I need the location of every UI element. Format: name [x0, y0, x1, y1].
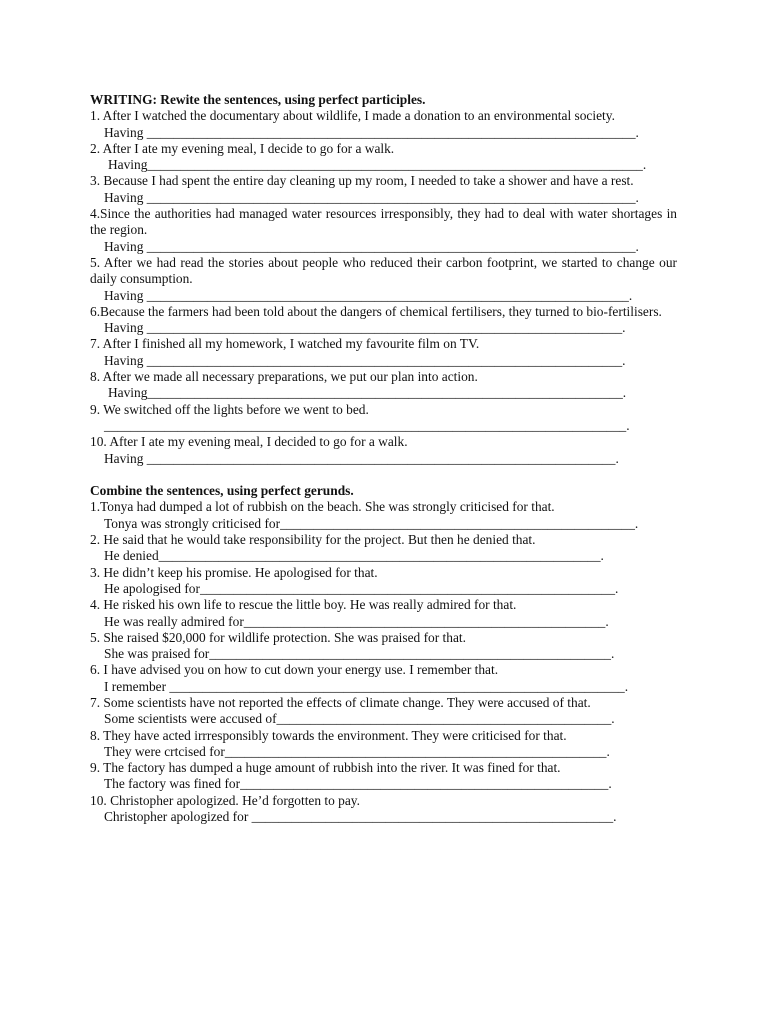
answer-line: Having__________________________________________________________________________. [108, 157, 647, 173]
section1-heading: WRITING: Rewite the sentences, using perfect participles. [90, 92, 426, 107]
worksheet [90, 92, 677, 825]
gerund-item-2 [90, 532, 677, 565]
answer-line: Having _________________________________________________________________________. [104, 124, 639, 140]
gerund-item-6 [90, 662, 677, 695]
question-text: 2. He said that he would take responsibility for the project. But then he denied that. [90, 532, 536, 548]
exercise-item-10 [90, 434, 677, 467]
answer-line: She was praised for____________________________________________________________. [104, 646, 615, 662]
answer-line: He denied__________________________________________________________________. [104, 548, 604, 564]
answer-line: Having _________________________________________________________________________. [104, 238, 639, 254]
exercise-item-3 [90, 173, 677, 206]
answer-line: He was really admired for______________________________________________________. [104, 613, 609, 629]
question-text: 3. He didn’t keep his promise. He apologised for that. [90, 564, 378, 580]
gerund-item-9 [90, 760, 677, 793]
question-text: 2. After I ate my evening meal, I decide to go for a walk. [90, 140, 395, 156]
answer-line: They were crtcised for_________________________________________________________. [104, 743, 610, 759]
gerund-item-7 [90, 695, 677, 728]
exercise-item-7 [90, 336, 677, 369]
question-text: 5. She raised $20,000 for wildlife protection. She was praised for that. [90, 629, 466, 645]
section2-heading: Combine the sentences, using perfect gerunds. [90, 483, 354, 499]
question-text: 9. The factory has dumped a huge amount of rubbish into the river. It was fined for that. [90, 760, 561, 776]
gerund-item-3 [90, 565, 677, 598]
question-text: 1. After I watched the documentary about wildlife, I made a donation to an environmental society. [90, 108, 615, 124]
gerund-item-4 [90, 597, 677, 630]
question-text: 7. Some scientists have not reported the effects of climate change. They were accused of that. [90, 694, 591, 710]
answer-line: Having ________________________________________________________________________. [104, 287, 633, 303]
gerund-item-8 [90, 728, 677, 761]
answer-line: Having _______________________________________________________________________. [104, 320, 626, 336]
answer-line: Having ______________________________________________________________________. [104, 450, 619, 466]
gerund-item-5 [90, 630, 677, 663]
question-text: 10. After I ate my evening meal, I decided to go for a walk. [90, 434, 408, 450]
exercise-item-5 [90, 255, 677, 304]
question-text: 9. We switched off the lights before we went to bed. [90, 401, 369, 417]
exercise-item-1 [90, 108, 677, 141]
answer-line: Christopher apologized for ______________________________________________________. [104, 809, 617, 825]
question-text: 4. He risked his own life to rescue the little boy. He was really admired for that. [90, 597, 517, 613]
answer-line: Having _________________________________________________________________________. [104, 189, 639, 205]
question-text: 5. After we had read the stories about people who reduced their carbon footprint, we started to change our daily consumption. [90, 254, 677, 287]
question-text: 3. Because I had spent the entire day cleaning up my room, I needed to take a shower and have a rest. [90, 173, 634, 189]
exercise-item-9 [90, 402, 677, 435]
answer-line: The factory was fined for_______________________________________________________. [104, 776, 612, 792]
gerund-item-1 [90, 499, 677, 532]
question-text: 4.Since the authorities had managed water resources irresponsibly, they had to deal with water shortages in the region. [90, 206, 677, 238]
answer-line: Having _______________________________________________________________________. [104, 352, 626, 368]
question-text: 10. Christopher apologized. He’d forgotten to pay. [90, 792, 360, 808]
question-text: 6. I have advised you on how to cut down your energy use. I remember that. [90, 662, 499, 678]
question-text: 1.Tonya had dumped a lot of rubbish on the beach. She was strongly criticised for that. [90, 499, 555, 515]
question-text: 7. After I finished all my homework, I watched my favourite film on TV. [90, 336, 480, 352]
exercise-item-6 [90, 304, 677, 337]
question-text: 6.Because the farmers had been told about the dangers of chemical fertilisers, they turned to bio-fertilisers. [90, 303, 662, 319]
answer-line: Some scientists were accused of__________________________________________________. [104, 711, 615, 727]
answer-line: ______________________________________________________________________________. [104, 417, 630, 433]
answer-line: Having_______________________________________________________________________. [108, 385, 627, 401]
answer-line: Tonya was strongly criticised for_____________________________________________________. [104, 515, 639, 531]
exercise-item-8 [90, 369, 677, 402]
section-gap [90, 467, 677, 483]
exercise-item-2 [90, 141, 677, 174]
answer-line: I remember ____________________________________________________________________. [104, 678, 629, 694]
gerund-item-10 [90, 793, 677, 826]
question-text: 8. After we made all necessary preparations, we put our plan into action. [90, 369, 478, 385]
question-text: 8. They have acted irrresponsibly towards the environment. They were criticised for that. [90, 727, 567, 743]
answer-line: He apologised for______________________________________________________________. [104, 580, 619, 596]
exercise-item-4 [90, 206, 677, 255]
